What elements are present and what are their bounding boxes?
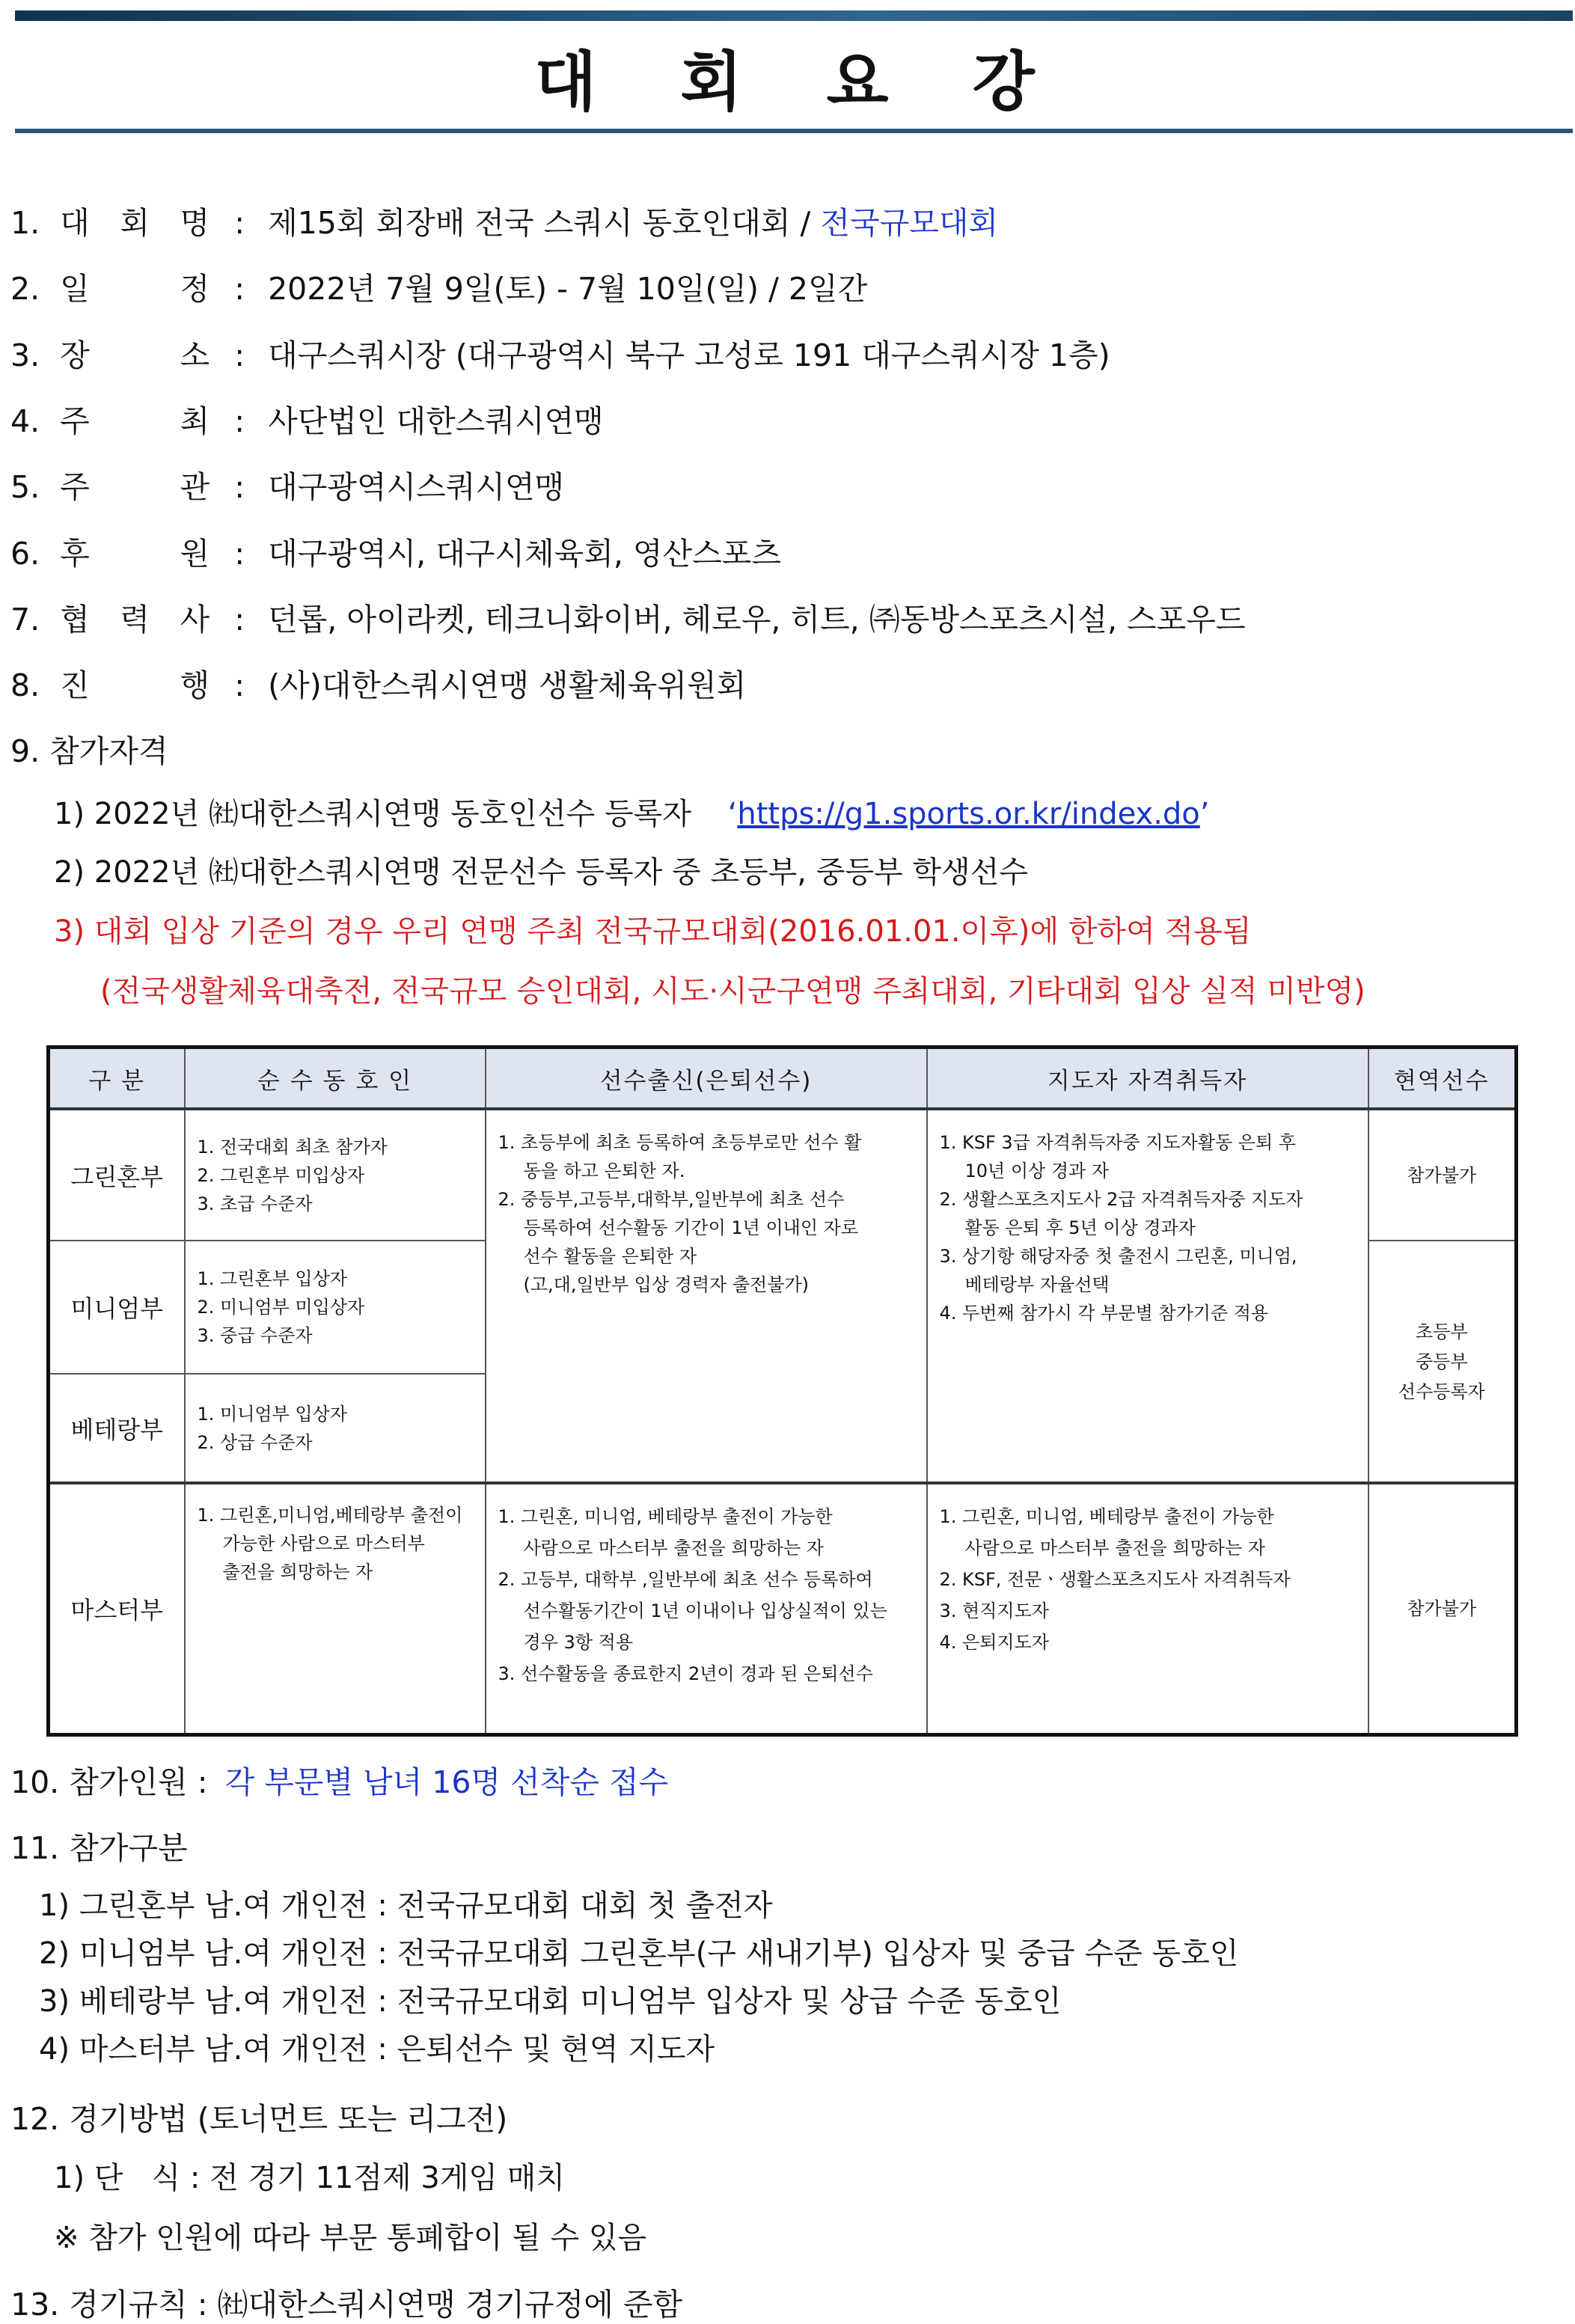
- pure-master-cell: [185, 1483, 486, 1734]
- cell-line: 3. 초급 수준자: [197, 1193, 313, 1214]
- item-value: 대구광역시, 대구시체육회, 영산스포츠: [268, 536, 781, 572]
- coach-upper-cell: [927, 1109, 1368, 1483]
- cell-line: 1. 그린혼, 미니엄, 베테랑부 출전이 가능한: [498, 1506, 833, 1527]
- item-value: 2022년 7월 9일(토) - 7월 10일(일) / 2일간: [268, 271, 868, 307]
- pure-green-cell: [185, 1109, 486, 1241]
- title-char: 회: [680, 45, 749, 120]
- quote-open: ‘: [727, 797, 738, 831]
- division-green: 그린혼부: [49, 1109, 185, 1241]
- cell-line: 사람으로 마스터부 출전을 희망하는 자: [523, 1538, 824, 1559]
- item-label: 협 력 사: [60, 602, 210, 637]
- cell-line: 4. 은퇴지도자: [939, 1632, 1049, 1653]
- item-5: [10, 468, 564, 507]
- active-green-cell: 참가불가: [1368, 1109, 1517, 1241]
- item-6: [10, 534, 781, 573]
- section-10-label: 10. 참가인원 :: [10, 1764, 208, 1800]
- cell-line: 초등부: [1415, 1321, 1468, 1342]
- item-label: 주 최: [60, 403, 210, 439]
- cell-line: 2. 상급 수준자: [197, 1431, 313, 1453]
- cell-line: 2. 고등부, 대학부 ,일반부에 최초 선수 등록하여: [498, 1569, 873, 1590]
- item-colon: :: [234, 337, 245, 373]
- cell-line: 1. 그린혼,미니엄,베테랑부 출전이: [197, 1505, 463, 1526]
- cell-line: 2. 미니엄부 미입상자: [197, 1297, 365, 1318]
- cell-line: 1. 미니엄부 입상자: [197, 1403, 347, 1425]
- item-num: 2.: [10, 271, 40, 307]
- item-num: 8.: [10, 667, 40, 703]
- header-division: 구 분: [49, 1048, 185, 1110]
- cell-line: 선수등록자: [1398, 1380, 1485, 1402]
- item-num: 6.: [10, 536, 40, 572]
- cell-line: 등록하여 선수활동 기간이 1년 이내인 자로: [523, 1217, 859, 1238]
- item-value-highlight: 전국규모대회: [820, 205, 999, 241]
- quote-close: ’: [1199, 797, 1210, 831]
- item-value: (사)대한스쿼시연맹 생활체육위원회: [268, 667, 747, 703]
- item-4: [10, 402, 604, 441]
- cell-line: 1. KSF 3급 자격취득자중 지도자활동 은퇴 후: [939, 1132, 1296, 1153]
- qualification-3-note: (전국생활체육대축전, 전국규모 승인대회, 시도·시군구연맹 주최대회, 기타대회 입상 실적 미반영): [100, 974, 1365, 1009]
- pure-minium-cell: [185, 1241, 486, 1374]
- cell-line: 출전을 희망하는 자: [222, 1562, 373, 1583]
- active-master-cell: 참가불가: [1368, 1483, 1517, 1734]
- item-1: [10, 204, 998, 242]
- cell-line: 2. 그린혼부 미입상자: [197, 1164, 365, 1186]
- cell-line: 베테랑부 자율선택: [964, 1274, 1110, 1295]
- item-colon: :: [234, 469, 245, 505]
- cell-line: 동을 하고 은퇴한 자.: [523, 1161, 685, 1181]
- division-eligibility-table: [46, 1045, 1518, 1737]
- section-12-heading: 12. 경기방법 (토너먼트 또는 리그전): [10, 2101, 508, 2137]
- table-row: [49, 1483, 1517, 1734]
- item-2: [10, 269, 867, 308]
- category-line: 3) 베테랑부 남.여 개인전 : 전국규모대회 미니엄부 입상자 및 상급 수준 동호인: [39, 1984, 1062, 2019]
- header-retired-athlete: 선수출신(은퇴선수): [486, 1048, 927, 1110]
- cell-line: 3. 선수활동을 종료한지 2년이 경과 된 은퇴선수: [498, 1663, 873, 1684]
- item-7: [10, 600, 1245, 639]
- match-format: 1) 단 식 : 전 경기 11점제 3게임 매치: [54, 2161, 566, 2195]
- cell-line: 1. 전국대회 최초 참가자: [197, 1136, 388, 1158]
- cell-line: 중등부: [1415, 1351, 1468, 1372]
- cell-line: 3. 상기항 해당자중 첫 출전시 그린혼, 미니엄,: [939, 1246, 1297, 1267]
- item-num: 5.: [10, 469, 40, 505]
- cell-line: 1. 초등부에 최초 등록하여 초등부로만 선수 활: [498, 1132, 862, 1153]
- item-value: 대구광역시스쿼시연맹: [268, 469, 565, 505]
- item-label: 진 행: [60, 667, 210, 703]
- active-mid-cell: [1368, 1241, 1517, 1483]
- cell-line: 사람으로 마스터부 출전을 희망하는 자: [964, 1538, 1265, 1559]
- item-num: 3.: [10, 337, 40, 373]
- item-num: 1.: [10, 205, 40, 241]
- cell-line: 2. 생활스포츠지도사 2급 자격취득자중 지도자: [939, 1189, 1303, 1210]
- cell-line: 2. KSF, 전문ㆍ생활스포츠지도사 자격취득자: [939, 1569, 1291, 1590]
- division-minium: 미니엄부: [49, 1241, 185, 1374]
- item-label: 후 원: [60, 536, 210, 572]
- section-10: [10, 1763, 668, 1802]
- item-colon: :: [234, 536, 245, 572]
- section-9-heading: 9. 참가자격: [10, 733, 168, 769]
- header-active-athlete: 현역선수: [1368, 1048, 1517, 1110]
- division-master: 마스터부: [49, 1483, 185, 1734]
- item-colon: :: [234, 667, 245, 703]
- item-colon: :: [234, 205, 245, 241]
- category-line: 4) 마스터부 남.여 개인전 : 은퇴선수 및 현역 지도자: [39, 2032, 715, 2067]
- cell-line: 2. 중등부,고등부,대학부,일반부에 최초 선수: [498, 1189, 845, 1210]
- cell-line: 1. 그린혼부 입상자: [197, 1268, 347, 1289]
- category-line: 2) 미니엄부 남.여 개인전 : 전국규모대회 그린혼부(구 새내기부) 입상자 및 중급 수준 동호인: [39, 1936, 1239, 1971]
- pure-veteran-cell: [185, 1374, 486, 1483]
- item-label: 장 소: [60, 337, 210, 373]
- cell-line: 경우 3항 적용: [523, 1632, 633, 1653]
- qualification-text: 1) 2022년 ㈳대한스쿼시연맹 동호인선수 등록자: [54, 797, 691, 831]
- header-top-bar: [15, 10, 1573, 21]
- qualification-3: 3) 대회 입상 기준의 경우 우리 연맹 주최 전국규모대회(2016.01.01.이후)에 한하여 적용됨: [54, 914, 1252, 949]
- item-label: 주 관: [60, 469, 210, 505]
- cell-line: (고,대,일반부 입상 경력자 출전불가): [523, 1274, 809, 1295]
- header-bottom-bar: [15, 129, 1573, 133]
- cell-line: 활동 은퇴 후 5년 이상 경과자: [964, 1217, 1196, 1238]
- cell-line: 가능한 사람으로 마스터부: [222, 1533, 425, 1554]
- table-header-row: [49, 1048, 1517, 1110]
- item-value: 사단법인 대한스쿼시연맹: [268, 403, 604, 439]
- qualification-2: 2) 2022년 ㈳대한스쿼시연맹 전문선수 등록자 중 초등부, 중등부 학생선수: [54, 855, 1028, 890]
- title-char: 강: [972, 45, 1041, 120]
- cell-line: 4. 두번째 참가시 각 부문별 참가기준 적용: [939, 1303, 1269, 1324]
- item-3: [10, 336, 1110, 375]
- section-11-heading: 11. 참가구분: [10, 1830, 188, 1866]
- cell-line: 3. 현직지도자: [939, 1600, 1049, 1621]
- item-colon: :: [234, 602, 245, 637]
- section-13: 13. 경기규칙 : ㈳대한스쿼시연맹 경기규정에 준함: [10, 2287, 683, 2323]
- cell-line: 선수활동기간이 1년 이내이나 입상실적이 있는: [523, 1600, 887, 1621]
- division-veteran: 베테랑부: [49, 1374, 185, 1483]
- coach-master-cell: [927, 1483, 1368, 1734]
- cell-line: 10년 이상 경과 자: [964, 1161, 1110, 1181]
- item-colon: :: [234, 403, 245, 439]
- item-value: 제15회 회장배 전국 스쿼시 동호인대회 /: [268, 205, 811, 241]
- retired-upper-cell: [486, 1109, 927, 1483]
- cell-line: 3. 중급 수준자: [197, 1325, 313, 1346]
- table-row: [49, 1109, 1517, 1241]
- section-10-value: 각 부문별 남녀 16명 선착순 접수: [224, 1764, 669, 1800]
- qualification-1: [54, 795, 1210, 833]
- retired-master-cell: [486, 1483, 927, 1734]
- item-num: 7.: [10, 602, 40, 637]
- title-char: 대: [534, 45, 603, 120]
- cell-line: 1. 그린혼, 미니엄, 베테랑부 출전이 가능한: [939, 1506, 1274, 1527]
- item-label: 대 회 명: [60, 205, 210, 241]
- item-8: [10, 666, 746, 705]
- title-char: 요: [826, 45, 895, 120]
- registration-link[interactable]: https://g1.sports.or.kr/index.do: [737, 797, 1200, 831]
- header-pure-amateur: 순 수 동 호 인: [185, 1048, 486, 1110]
- item-value: 대구스쿼시장 (대구광역시 북구 고성로 191 대구스쿼시장 1층): [268, 337, 1110, 373]
- item-num: 4.: [10, 403, 40, 439]
- category-line: 1) 그린혼부 남.여 개인전 : 전국규모대회 대회 첫 출전자: [39, 1889, 773, 1923]
- item-label: 일 정: [60, 271, 210, 307]
- match-note: ※ 참가 인원에 따라 부문 통폐합이 될 수 있음: [54, 2221, 647, 2255]
- header-coach: 지도자 자격취득자: [927, 1048, 1368, 1110]
- cell-line: 선수 활동을 은퇴한 자: [523, 1246, 697, 1267]
- page-title: [0, 30, 1575, 123]
- item-value: 던롭, 아이라켓, 테크니화이버, 헤로우, 히트, ㈜동방스포츠시설, 스포우드: [268, 602, 1246, 637]
- item-colon: :: [234, 271, 245, 307]
